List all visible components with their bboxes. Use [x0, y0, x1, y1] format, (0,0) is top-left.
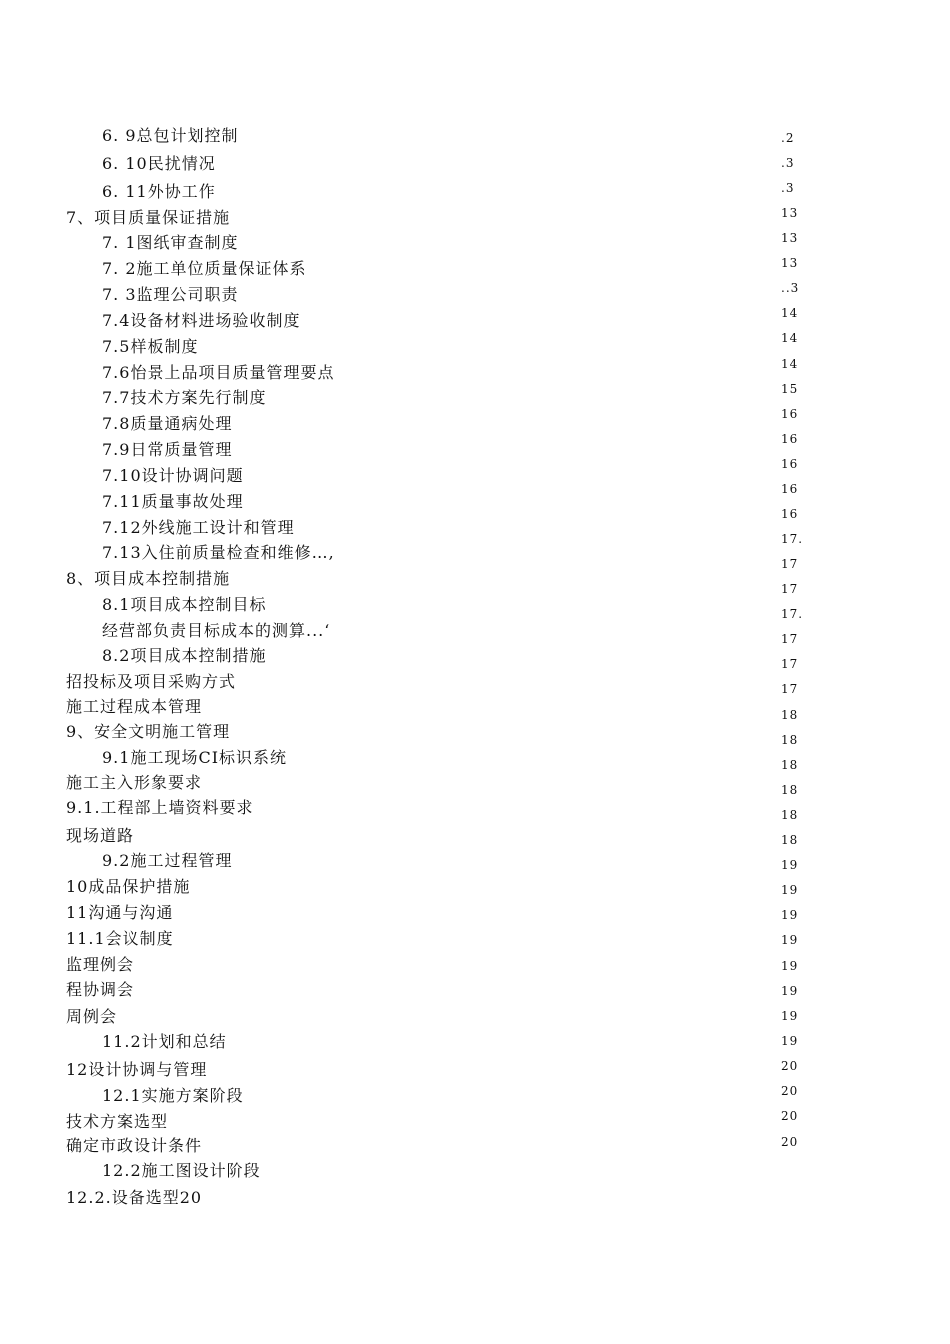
toc-entry: 12.1实施方案阶段	[102, 1086, 244, 1105]
page-number: 18	[781, 758, 799, 772]
page-number: .3	[781, 156, 795, 170]
toc-entry: 7.8质量通病处理	[102, 414, 233, 433]
toc-entry: 11沟通与沟通	[66, 903, 174, 922]
toc-entry: 招投标及项目采购方式	[66, 672, 237, 691]
toc-entry: 7.9日常质量管理	[102, 440, 233, 459]
toc-entry: 9.1施工现场CI标识系统	[102, 748, 288, 767]
page-number: 17	[781, 557, 799, 571]
page-number: 18	[781, 833, 799, 847]
page-number: 19	[781, 984, 799, 998]
page-number: 20	[781, 1084, 799, 1098]
toc-entry: 监理例会	[66, 955, 135, 974]
toc-entry: 经营部负责目标成本的测算...‘	[102, 621, 331, 640]
page-number: 17	[781, 657, 799, 671]
toc-entry: 6. 11外协工作	[102, 182, 216, 201]
toc-entry: 程协调会	[66, 980, 135, 999]
page-number: .3	[781, 181, 795, 195]
page-number: 20	[781, 1109, 799, 1123]
toc-entry: 7、项目质量保证措施	[66, 208, 231, 227]
toc-entry: 9.2施工过程管理	[102, 851, 233, 870]
page-number: 19	[781, 858, 799, 872]
toc-entry: 7. 2施工单位质量保证体系	[102, 259, 307, 278]
toc-entry: 9、安全文明施工管理	[66, 722, 231, 741]
page-number: 18	[781, 783, 799, 797]
page-number: 16	[781, 507, 799, 521]
toc-entry: 7.12外线施工设计和管理	[102, 518, 295, 537]
toc-entry: 7.5样板制度	[102, 337, 199, 356]
toc-entry: 施工过程成本管理	[66, 697, 203, 716]
page-number: 18	[781, 808, 799, 822]
toc-entry: 7.13入住前质量检查和维修…,	[102, 543, 335, 562]
toc-entry: 7.4设备材料进场验收制度	[102, 311, 301, 330]
page-number: 13	[781, 256, 799, 270]
toc-entry: 7. 1图纸审查制度	[102, 233, 239, 252]
page-number: 18	[781, 733, 799, 747]
page-number: 17.	[781, 607, 804, 621]
toc-entry: 7.11质量事故处理	[102, 492, 244, 511]
page-number: 13	[781, 206, 799, 220]
page-number: 19	[781, 1009, 799, 1023]
page-number: 16	[781, 407, 799, 421]
page-number: .2	[781, 131, 795, 145]
toc-entry: 6. 9总包计划控制	[102, 126, 239, 145]
page-number: 17.	[781, 532, 804, 546]
page-number: 16	[781, 457, 799, 471]
toc-entry: 8.2项目成本控制措施	[102, 646, 267, 665]
page-number: 20	[781, 1135, 799, 1149]
toc-entry: 11.2计划和总结	[102, 1032, 227, 1051]
page-number: 16	[781, 482, 799, 496]
toc-entry: 7.6怡景上品项目质量管理要点	[102, 363, 335, 382]
page-number: 19	[781, 908, 799, 922]
toc-entry: 6. 10民扰情况	[102, 154, 216, 173]
toc-entry: 8.1项目成本控制目标	[102, 595, 267, 614]
page-number: 20	[781, 1059, 799, 1073]
toc-entry: 7. 3监理公司职责	[102, 285, 239, 304]
page-number: 16	[781, 432, 799, 446]
page-number: 14	[781, 357, 799, 371]
toc-entry: 技术方案选型	[66, 1112, 169, 1131]
toc-entry: 周例会	[66, 1007, 118, 1026]
page-number: 18	[781, 708, 799, 722]
toc-entry: 9.1.工程部上墙资料要求	[66, 798, 254, 817]
toc-entry: 12设计协调与管理	[66, 1060, 208, 1079]
page-number: ..3	[781, 281, 800, 295]
toc-entry: 8、项目成本控制措施	[66, 569, 231, 588]
page-number: 19	[781, 883, 799, 897]
toc-entry: 施工主入形象要求	[66, 773, 203, 792]
toc-entry: 11.1会议制度	[66, 929, 174, 948]
toc-entry: 10成品保护措施	[66, 877, 191, 896]
page-number: 14	[781, 331, 799, 345]
toc-entry: 现场道路	[66, 826, 135, 845]
page-number: 19	[781, 959, 799, 973]
toc-entry: 7.7技术方案先行制度	[102, 388, 267, 407]
page-number: 14	[781, 306, 799, 320]
page-number: 17	[781, 682, 799, 696]
page-number: 13	[781, 231, 799, 245]
toc-entry: 7.10设计协调问题	[102, 466, 244, 485]
toc-entry: 12.2施工图设计阶段	[102, 1161, 261, 1180]
page-number: 19	[781, 933, 799, 947]
page-number: 17	[781, 632, 799, 646]
page-number: 15	[781, 382, 799, 396]
toc-entry: 确定市政设计条件	[66, 1136, 203, 1155]
toc-entry: 12.2.设备选型20	[66, 1188, 203, 1207]
page-number: 17	[781, 582, 799, 596]
page-number: 19	[781, 1034, 799, 1048]
